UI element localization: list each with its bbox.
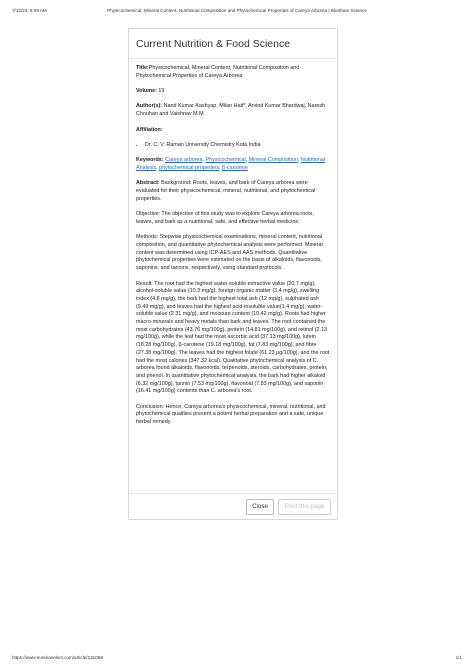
title-value: Physicochemical, Mineral Content, Nutritional Composition and Phytochemical Properties of Careya Arborea xyxy=(136,65,300,79)
affiliation-list xyxy=(136,142,330,150)
modal-body xyxy=(129,59,337,427)
keyword-link[interactable]: phytochemical properties xyxy=(159,165,220,172)
keyword-link[interactable]: Mineral Composition xyxy=(248,157,298,164)
volume-label: Volume: xyxy=(136,88,157,95)
abstract-objective: Objective: The objective of this study was to explore Careya arborea roots, leaves, and bark as a nutritional, safe, and effective herbal medicine. xyxy=(136,211,314,225)
volume-value: 19 xyxy=(158,88,165,95)
print-page-number: 1/1 xyxy=(455,655,462,660)
title-label: Title: xyxy=(136,65,149,71)
modal-header xyxy=(129,29,337,59)
keywords-label: Keywords: xyxy=(136,157,164,164)
abstract-methods: Methods: Stepwise physicochemical examinations, mineral content, nutritional composition, and quantitative phytochemical analysis were performed. Mineral content was determined using ICP-AES and AAS methods. Quantitative phytochemical properties were estimated on the basis of alkaloids, flavonoids, saponins, and tannins, respectively, using standard protocols. xyxy=(136,234,323,272)
journal-title: Current Nutrition & Food Science xyxy=(136,38,291,50)
close-button[interactable]: Close xyxy=(246,499,274,515)
article-authors xyxy=(136,103,330,118)
affiliation-heading xyxy=(136,127,330,135)
print-button[interactable]: Print this page xyxy=(278,499,331,515)
affiliation-label: Affiliation: xyxy=(136,126,163,133)
abstract-label: Abstract: xyxy=(136,180,160,187)
print-page-title: Physicochemical, Mineral Content, Nutritional Composition and Phytochemical Properties of Careya Arborea | Bentham Science xyxy=(107,8,367,13)
article-volume xyxy=(136,88,330,96)
modal-footer xyxy=(129,493,337,521)
keyword-link[interactable]: β-carotene xyxy=(222,165,248,172)
authors-label: Author(s): xyxy=(136,103,163,110)
affiliation-item: • Dr. C. V. Raman University Chemistry Kota India xyxy=(145,142,330,150)
abstract-background: Background: Roots, leaves, and bark of Careya arborea were evaluated for their physicochemical, mineral, nutritional, and phytochemical properties. xyxy=(136,180,316,202)
print-datetime: 7/12/23, 8:09 AM xyxy=(12,8,47,13)
article-title xyxy=(136,65,330,80)
abstract-conclusion: Conclusion: Hence, Careya arborea's physicochemical, mineral, nutritional, and phytochemical qualities present a potent herbal preparation and a safe, unique herbal remedy. xyxy=(136,403,326,426)
keyword-link[interactable]: Careya arborea xyxy=(165,157,203,164)
article-modal xyxy=(128,28,338,520)
abstract-result: Result: The root had the highest water-soluble extractive value (20.7 mg/g), alcohol-soluble value (10.3 mg/g), foreign organic matter (3.4 mg/g), swelling index (4.8 mg/g), the bark had the highest total ash (12 mg/g), sulphated ash (9.49 mg/g), and leaves had the highest acid-insoluble value(1.4 mg/g), water-soluble value (2.31 mg/g), and moisture content (10.42 mg/g). Roots had higher macro-minerals and heavy metals than bark and leaves. The root contained the most carbohydrates (43.76 mg/100g), protein (14.81 mg/100g), and retinol (2.13 mg/100g), while the leaf had the most ascorbic acid (37.13 mg/100g), lutein (18.28 mg/100g), β-carotene (19.18 mg/100g), fat (7.83 mg/100g), and fibre (27.38 mg/100g). The leaves had the highest folate (61.23 μg/100g), and the root had the most calories (347.32 kcal). Qualitative phytochemical analysis of C. arborea found alkaloids, flavonoids, terpenoids, steroids, carbohydrates, protein, and phenol. In quantitative phytochemical analysis, the bark had higher alkaloid (6.32 mg/100g), tannin (7.53 mg/100g), flavonoid (7.83 mg/100g), and saponin (16.41 mg/100g) contents than C. arborea's root. xyxy=(136,280,330,395)
print-url: https://www.eurekaselect.com/article/131069 xyxy=(12,655,103,660)
article-keywords: Keywords: Careya arborea, Physicochemical, Mineral Composition, Nutritional Analysis, phytochemical properties, β-carotene xyxy=(136,157,326,172)
abstract-intro xyxy=(136,180,330,203)
keyword-link[interactable]: Nutritional Analysis xyxy=(136,157,326,172)
authors-value: Nand Kumar Kashyap, Milan Hait*, Arvind Kumar Bhardwaj, Naresh Chouhan and Vaishnav M.M xyxy=(136,103,326,118)
keyword-link[interactable]: Physicochemical xyxy=(205,157,246,164)
